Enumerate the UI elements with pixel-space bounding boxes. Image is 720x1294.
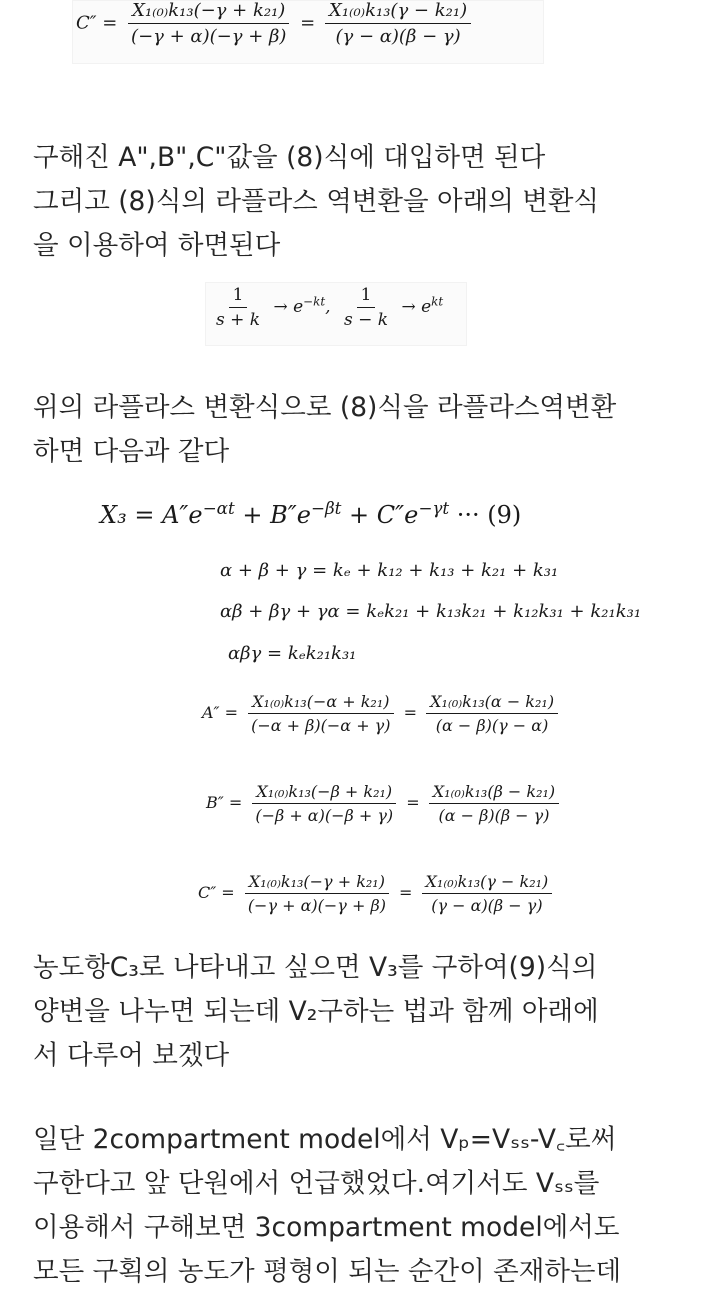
laplace-result-2: → $e^{kt}$ — [401, 294, 444, 317]
a-fraction-2: $\frac{\text{X₁₍₀₎k₁₃(α − k₂₁)}}{(\alpha - \beta)(\gamma - \alpha)}$ — [426, 692, 558, 735]
x3-equation: $X_3 = A''e^{-\alpha t} + B''e^{-\beta t} + C''e^{-\gamma t}$ ··· (9) — [100, 498, 522, 529]
laplace-transform-pair — [208, 285, 443, 330]
paragraph-concentration — [33, 946, 693, 1078]
sum-relation-2: αβ + βγ + γα = kₑk₂₁ + k₁₃k₂₁ + k₁₂k₃₁ + k₂₁k₃₁ — [220, 601, 642, 622]
laplace-numerator-1: 1 — [229, 285, 248, 308]
laplace-fraction-1 — [212, 285, 264, 330]
paragraph-inverse-laplace — [33, 386, 693, 474]
text-line: 모든 구획의 농도가 평형이 되는 순간이 존재하는데 — [33, 1256, 622, 1287]
c-top-denominator-2: (γ − α)(β − γ) — [335, 26, 461, 47]
c-fraction-1: $\frac{\text{X₁₍₀₎k₁₃(−γ + k₂₁)}}{(-\gamma + \alpha)(-\gamma + \beta)}$ — [244, 872, 390, 915]
c-top-equals: = — [300, 12, 316, 34]
laplace-result-1: → $e^{-kt}$, — [273, 294, 331, 317]
c-top-numerator-2: X₁₍₀₎k₁₃(γ − k₂₁) — [325, 0, 471, 24]
text-line: 하면 다음과 같다 — [33, 436, 230, 467]
text-line: 위의 라플라스 변환식으로 (8)식을 라플라스역변환 — [33, 392, 617, 423]
text-line: 구한다고 앞 단원에서 언급했었다.여기서도 Vₛₛ를 — [33, 1168, 600, 1199]
c-top-numerator-1: X₁₍₀₎k₁₃(−γ + k₂₁) — [128, 0, 289, 24]
text-line: 을 이용하여 하면된다 — [33, 230, 281, 261]
c-top-denominator-1: (−γ + α)(−γ + β) — [131, 26, 287, 47]
text-line: 농도항C₃로 나타내고 싶으면 V₃를 구하여(9)식의 — [33, 952, 598, 983]
text-line: 구해진 A",B",C"값을 (8)식에 대입하면 된다 — [33, 142, 546, 173]
text-line: 양변을 나누면 되는데 V₂구하는 법과 함께 아래에 — [33, 996, 599, 1027]
text-line: 서 다루어 보겠다 — [33, 1040, 230, 1071]
c-top-fraction-2 — [325, 0, 471, 47]
a-fraction-1: $\frac{\text{X₁₍₀₎k₁₃(−α + k₂₁)}}{(-\alpha + \beta)(-\alpha + \gamma)}$ — [247, 692, 394, 735]
c-top-lhs: C″ = — [76, 12, 118, 34]
b-fraction-2: $\frac{\text{X₁₍₀₎k₁₃(β − k₂₁)}}{(\alpha - \beta)(\beta - \gamma)}$ — [429, 782, 559, 825]
text-line: 일단 2compartment model에서 Vₚ=Vₛₛ-V꜀로써 — [33, 1124, 617, 1155]
c-fraction-2: $\frac{\text{X₁₍₀₎k₁₃(γ − k₂₁)}}{(\gamma - \alpha)(\beta - \gamma)}$ — [422, 872, 553, 915]
c-double-prime-equation-top — [76, 0, 475, 47]
c-top-fraction-1 — [127, 0, 290, 47]
paragraph-volume — [33, 1118, 693, 1294]
sum-relation-1: α + β + γ = kₑ + k₁₂ + k₁₃ + k₂₁ + k₃₁ — [220, 560, 559, 581]
laplace-fraction-2 — [340, 285, 392, 330]
laplace-denominator-2: s − k — [343, 310, 389, 330]
a-double-prime-equation: A″ = $\frac{\text{X₁₍₀₎k₁₃(−α + k₂₁)}}{(-\alpha + \beta)(-\alpha + \gamma)}$ = $\frac{\text{X₁₍₀₎k₁₃(α − k₂₁)}}{(\alpha - \beta)(\gamma - \alpha)}$ — [202, 692, 562, 735]
paragraph-substitute — [33, 136, 693, 268]
text-line: 이용해서 구해보면 3compartment model에서도 — [33, 1212, 620, 1243]
c-double-prime-equation: C″ = $\frac{\text{X₁₍₀₎k₁₃(−γ + k₂₁)}}{(-\gamma + \alpha)(-\gamma + \beta)}$ = $\frac{\text{X₁₍₀₎k₁₃(γ − k₂₁)}}{(\gamma - \alpha)(\beta - \gamma)}$ — [198, 872, 556, 915]
b-double-prime-equation: B″ = $\frac{\text{X₁₍₀₎k₁₃(−β + k₂₁)}}{(-\beta + \alpha)(-\beta + \gamma)}$ = $\frac{\text{X₁₍₀₎k₁₃(β − k₂₁)}}{(\alpha - \beta)(\beta - \gamma)}$ — [206, 782, 563, 825]
laplace-denominator-1: s + k — [216, 310, 261, 330]
b-fraction-1: $\frac{\text{X₁₍₀₎k₁₃(−β + k₂₁)}}{(-\beta + \alpha)(-\beta + \gamma)}$ — [251, 782, 397, 825]
text-line: 그리고 (8)식의 라플라스 역변환을 아래의 변환식 — [33, 186, 600, 217]
sum-relation-3: αβγ = kₑk₂₁k₃₁ — [228, 643, 357, 664]
laplace-numerator-2: 1 — [357, 285, 376, 308]
